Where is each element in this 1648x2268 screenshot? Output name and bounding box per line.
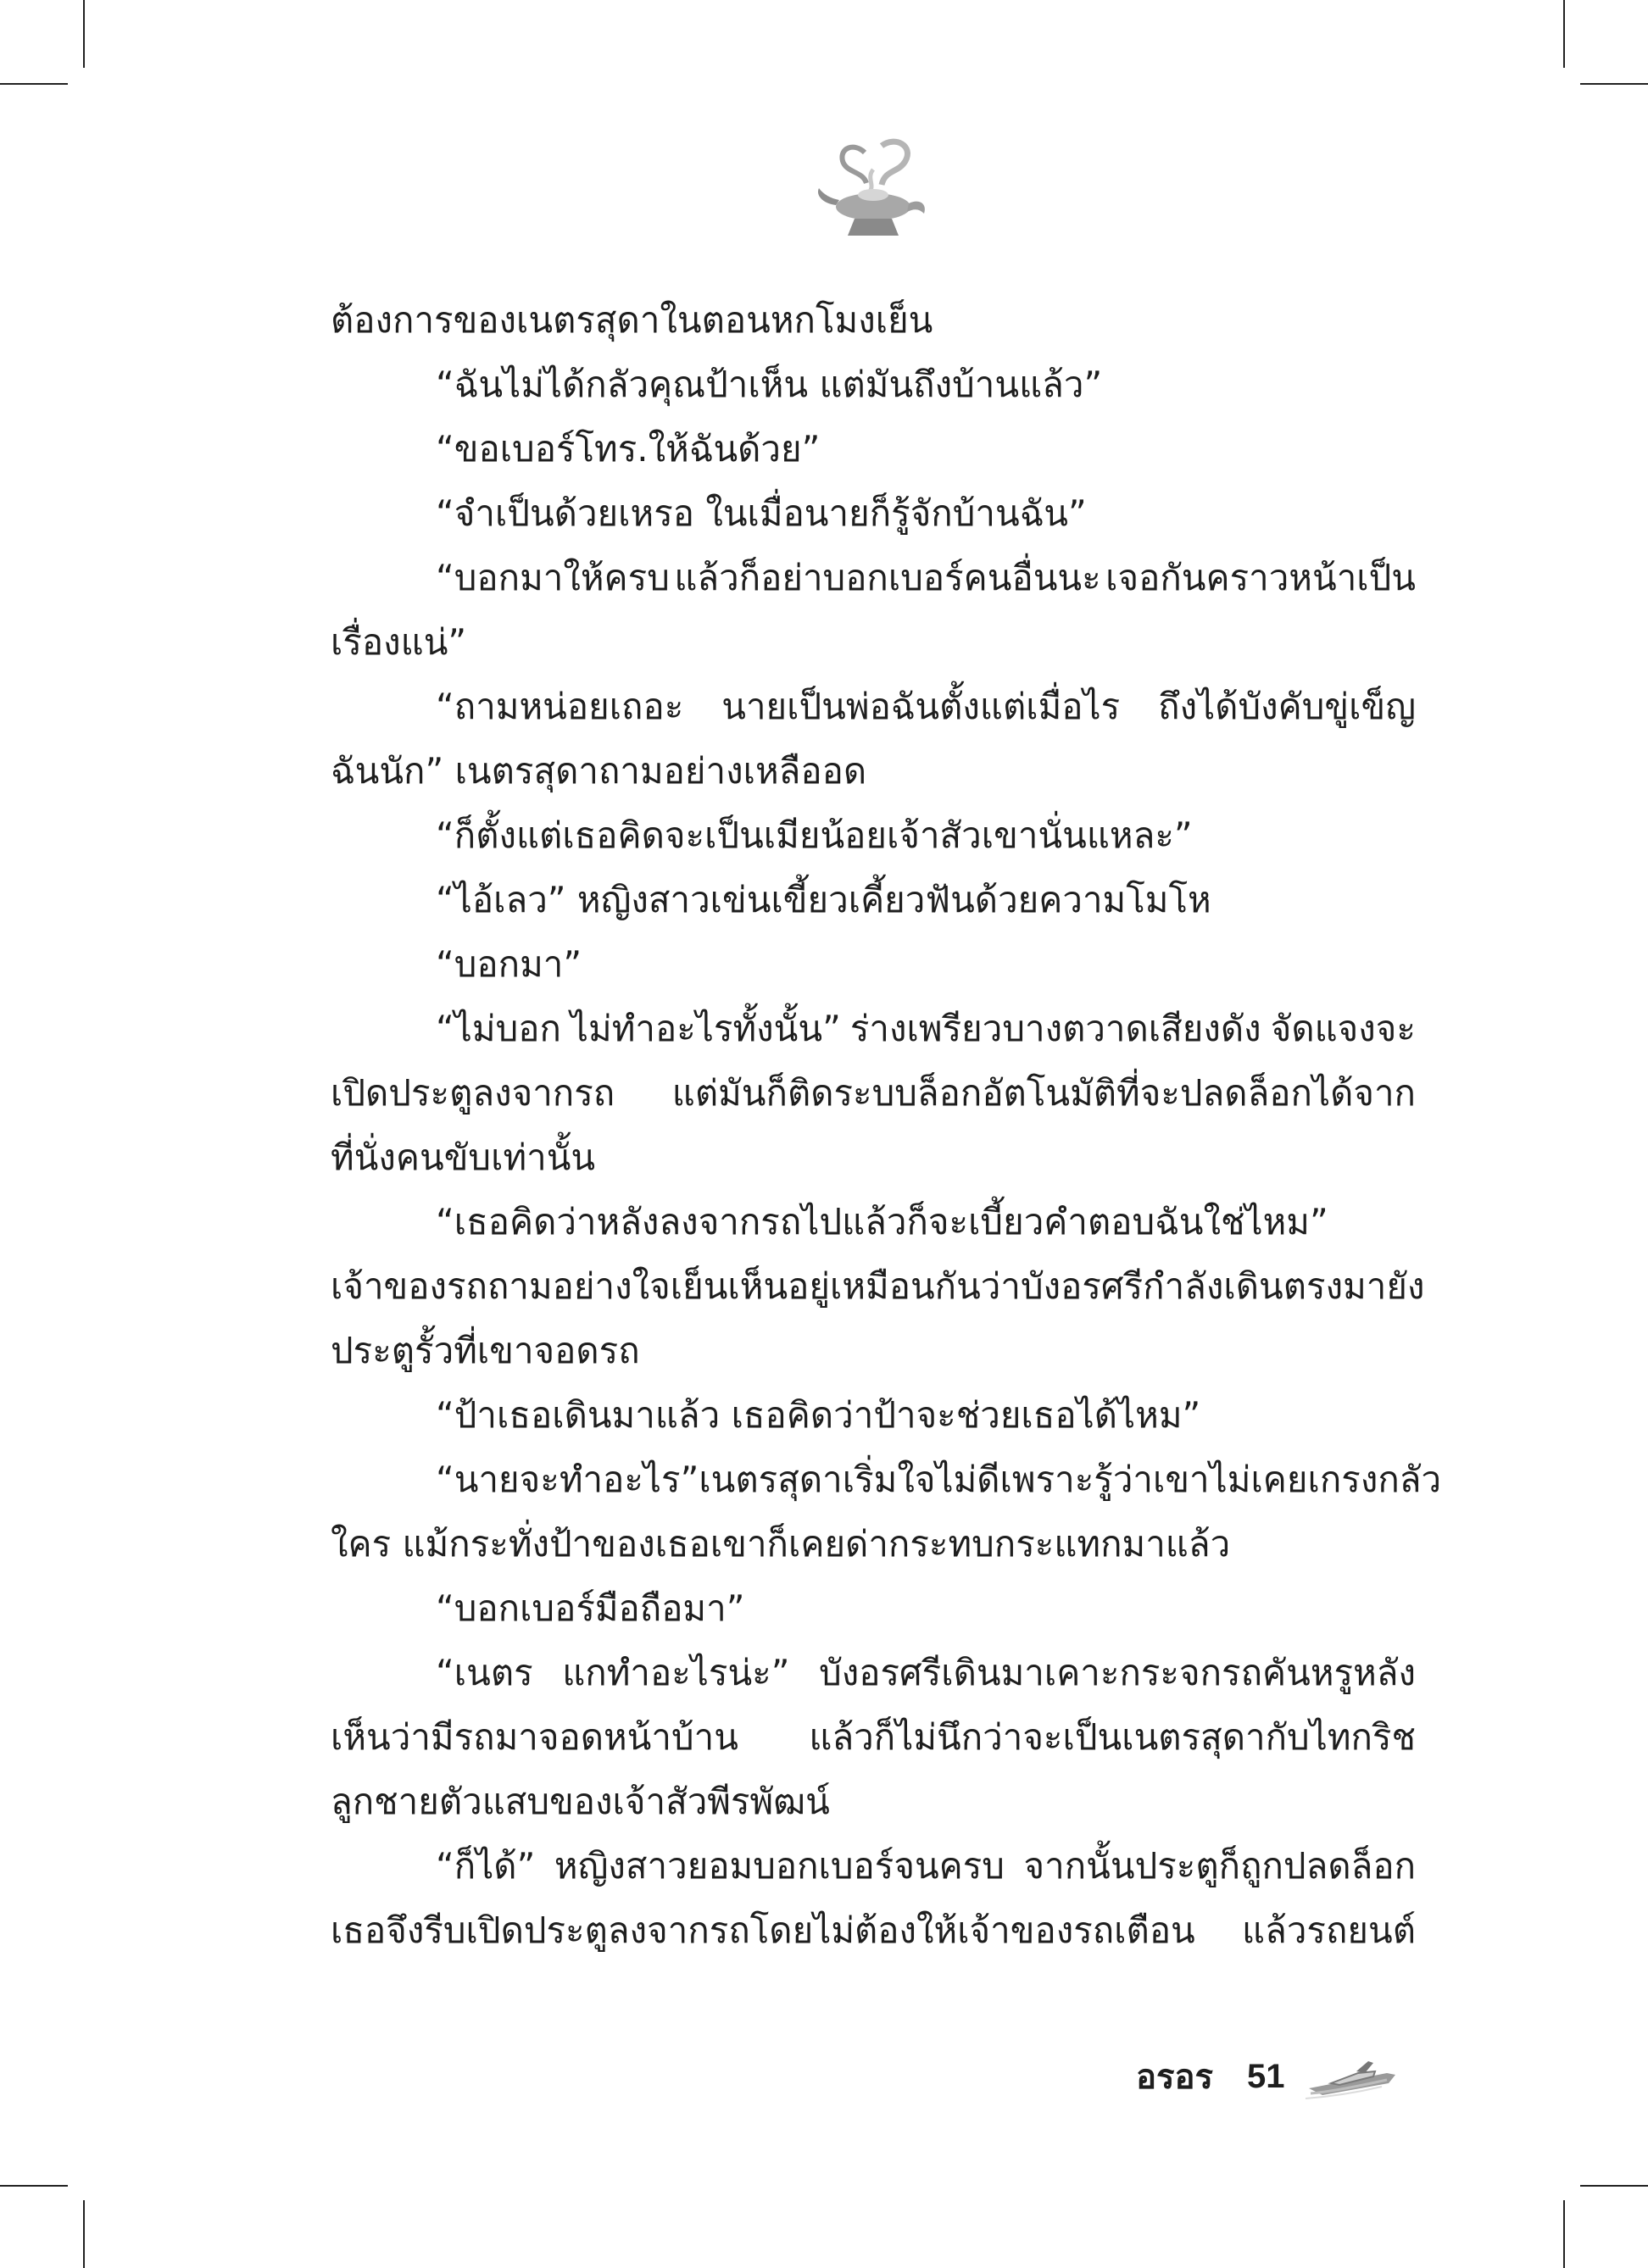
text-line [331,1448,1442,1512]
text-segment: เปิดประตูลงจากรถ [331,1072,615,1114]
text-line [331,1254,1425,1319]
text-segment: เห็นอยู่เหมือนกันว่าบังอรศรีกำลังเดินตรงมายัง [727,1265,1425,1307]
text-segment: จากนั้นประตูก็ถูกปลดล็อก [1023,1845,1416,1887]
crop-mark [83,0,85,68]
text-line [331,353,1416,417]
text-segment: เนตรสุดาเริ่มใจไม่ดีเพราะรู้ว่าเขาไม่เคยเกรงกลัว [699,1459,1442,1500]
text-segment: “บอกเบอร์มือถือมา” [436,1587,745,1629]
text-segment: “ถามหน่อยเถอะ [436,686,684,727]
text-segment: “บอกมา” [436,943,582,985]
text-line [331,610,1416,675]
text-line [331,1770,1416,1834]
text-segment: หญิงสาวยอมบอกเบอร์จนครบ [554,1845,1005,1887]
text-segment: “ป้าเธอเดินมาแล้ว เธอคิดว่าป้าจะช่วยเธอได้ไหม” [436,1394,1201,1436]
text-line [331,1705,1416,1770]
text-segment: “นายจะทำอะไร” [436,1459,699,1500]
text-segment: “ไม่บอก [436,1008,561,1049]
text-line [331,1576,1416,1641]
text-segment: “บอกมาให้ครบ [436,557,670,598]
crop-mark [1563,0,1565,68]
text-line [331,1383,1416,1448]
text-line [331,1512,1416,1576]
text-line [331,1126,1416,1190]
text-segment: ฉันนัก” เนตรสุดาถามอย่างเหลืออด [331,750,867,792]
text-line [331,997,1416,1061]
text-segment: ไม่ทำอะไรทั้งนั้น” [570,1008,841,1049]
text-line [331,1319,1416,1383]
text-segment: “ก็ตั้งแต่เธอคิดจะเป็นเมียน้อยเจ้าสัวเขานั่นแหละ” [436,814,1193,856]
text-line [331,1834,1416,1898]
text-segment: ประตูรั้วที่เขาจอดรถ [331,1330,640,1371]
text-segment: ที่นั่งคนขับเท่านั้น [331,1137,596,1178]
text-line [331,481,1416,546]
text-segment: เจ้าของรถถามอย่างใจเย็น [331,1265,728,1307]
text-segment: ร่างเพรียวบางตวาดเสียงดัง [849,1008,1261,1049]
text-line [331,868,1416,932]
text-segment: แต่มันก็ติดระบบล็อกอัตโนมัติที่จะปลดล็อกได้จาก [671,1072,1416,1114]
text-segment: นายเป็นพ่อฉันตั้งแต่เมื่อไร [721,686,1121,727]
text-segment: แล้วรถยนต์ [1242,1909,1416,1951]
text-segment: แกทำอะไรน่ะ” [562,1652,790,1693]
crop-mark [83,2200,85,2268]
text-segment: “จำเป็นด้วยเหรอ ในเมื่อนายก็รู้จักบ้านฉัน” [436,492,1087,534]
text-line [331,1190,1416,1254]
text-segment: บังอรศรีเดินมาเคาะกระจกรถคันหรูหลัง [819,1652,1416,1693]
text-segment: “เธอคิดว่าหลังลงจากรถไปแล้วก็จะเบี้ยวคำตอบฉันใช่ไหม” [436,1201,1328,1242]
text-segment: จัดแจงจะ [1270,1008,1416,1049]
page-number: 51 [1247,2057,1285,2095]
crop-mark [0,2185,68,2187]
text-line [331,1641,1416,1705]
crop-mark [0,83,68,85]
crop-mark [1580,83,1648,85]
text-line [331,417,1416,481]
crop-mark [1563,2200,1565,2268]
text-segment: “เนตร [436,1652,533,1693]
text-line [331,1061,1416,1126]
text-segment: “ไอ้เลว” หญิงสาวเข่นเขี้ยวเคี้ยวฟันด้วยความโมโห [436,879,1211,920]
text-segment: ใคร แม้กระทั่งป้าของเธอเขาก็เคยด่ากระทบกระแทกมาแล้ว [331,1523,1231,1565]
crop-mark [1580,2185,1648,2187]
text-segment: “ขอเบอร์โทร.ให้ฉันด้วย” [436,428,821,470]
text-segment: เจอกันคราวหน้าเป็น [1105,557,1416,598]
text-line [331,675,1416,739]
text-segment: ถึงได้บังคับขู่เข็ญ [1158,686,1416,727]
page-footer [1136,2051,1399,2102]
text-segment: เรื่องแน่” [331,621,467,663]
text-segment: ต้องการของเนตรสุดาในตอนหกโมงเย็น [331,299,933,341]
text-segment: “ฉันไม่ได้กลัวคุณป้าเห็น แต่มันถึงบ้านแล้ว” [436,364,1103,405]
text-segment: แล้วก็ไม่นึกว่าจะเป็นเนตรสุดากับไทกริช [809,1716,1416,1758]
text-line [331,1898,1416,1963]
text-line [331,932,1416,997]
text-segment: เธอจึงรีบเปิดประตูลงจากรถโดยไม่ต้องให้เจ้าของรถเตือน [331,1909,1195,1951]
text-segment: ลูกชายตัวแสบของเจ้าสัวพีรพัฒน์ [331,1781,830,1822]
speedboat-icon [1306,2051,1399,2102]
text-segment: แล้วก็อย่าบอกเบอร์คนอื่นนะ [674,557,1101,598]
text-segment: เห็นว่ามีรถมาจอดหน้าบ้าน [331,1716,738,1758]
text-line [331,288,1416,353]
text-line [331,803,1416,868]
genie-lamp-icon [814,136,933,246]
body-text [331,288,1442,1963]
text-line [331,546,1416,610]
text-line [331,739,1416,803]
author-name: อรอร [1136,2058,1214,2097]
text-segment: “ก็ได้” [436,1845,536,1887]
